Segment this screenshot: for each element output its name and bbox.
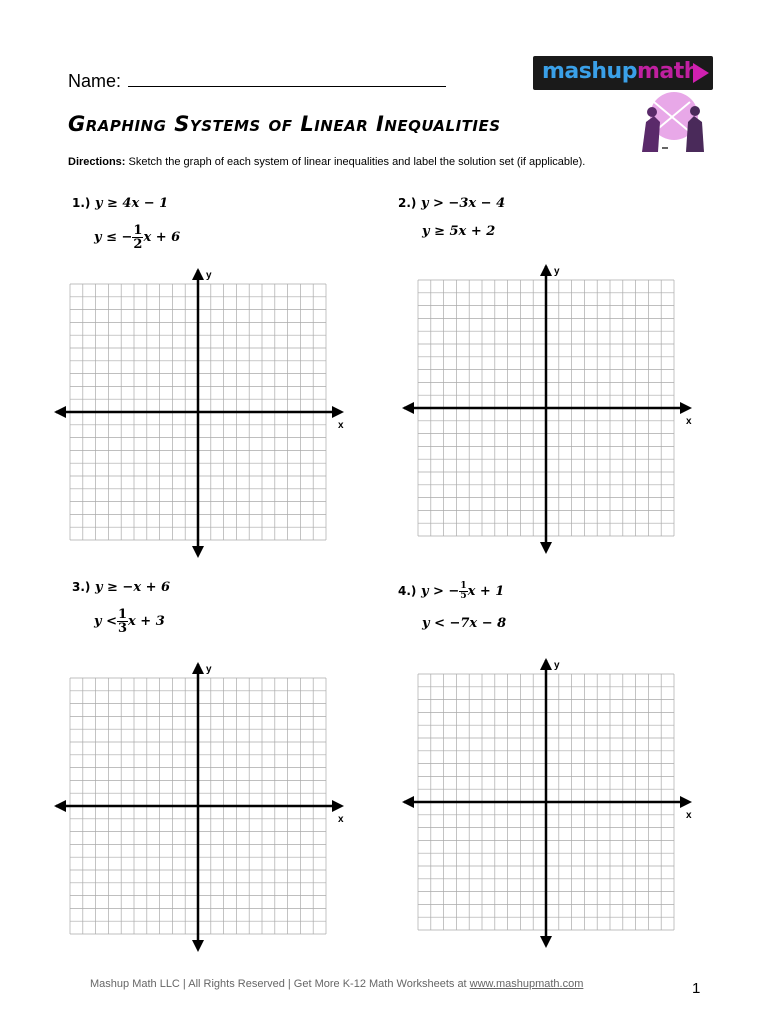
problem-2-eq2 [422,224,495,239]
coordinate-grid-4[interactable] [402,658,694,940]
directions-label: Directions: [68,156,126,168]
y-axis-label: y [554,660,560,671]
problem-1 [72,196,168,211]
frac-num: 1 [117,607,128,622]
coordinate-grid-3[interactable] [54,662,346,944]
y-axis-down-arrow-icon [192,546,204,558]
x-axis-label: x [686,416,692,427]
coordinate-grid-2[interactable] [402,264,694,546]
x-axis-right-arrow-icon [332,406,344,418]
frac-den: 3 [117,621,128,636]
problem-number: 2.) [398,196,417,210]
eq2-suffix: x + 6 [143,230,181,245]
y-axis-label: y [206,270,212,281]
y-axis-up-arrow-icon [540,264,552,276]
worksheet-title: Graphing Systems of Linear Inequalities [68,112,501,136]
equation-1: y ≥ −x + 6 [94,580,171,595]
x-axis-right-arrow-icon [332,800,344,812]
name-field[interactable] [68,70,446,92]
equation-1: y ≥ 4x − 1 [94,196,169,211]
x-axis-right-arrow-icon [680,796,692,808]
y-axis-up-arrow-icon [540,658,552,670]
play-icon [693,63,709,83]
x-axis-label: x [686,810,692,821]
frac-num: 1 [460,581,467,591]
y-axis-label: y [206,664,212,675]
coordinate-grid-1[interactable] [54,268,346,550]
problem-4-eq2 [422,616,506,631]
x-axis-left-arrow-icon [402,796,414,808]
page-number: 1 [692,980,701,997]
logo-text-2: math [636,59,699,84]
x-axis-left-arrow-icon [402,402,414,414]
problem-3-eq2 [94,608,165,635]
frac-num: 1 [133,223,143,238]
eq2-prefix: y ≤ − [94,230,133,245]
y-axis-down-arrow-icon [540,936,552,948]
y-axis-down-arrow-icon [192,940,204,952]
x-axis-label: x [338,814,344,825]
directions [68,156,585,168]
x-axis-left-arrow-icon [54,406,66,418]
name-label: Name: [68,71,127,91]
equation-1: y > −3x − 4 [420,196,506,211]
problem-number: 3.) [72,580,91,594]
y-axis-down-arrow-icon [540,542,552,554]
problem-2 [398,196,505,211]
directions-text: Sketch the graph of each system of linear inequalities and label the solution set (if applicable). [125,156,586,168]
y-axis-up-arrow-icon [192,268,204,280]
equation-2: y ≥ 5x + 2 [422,224,496,239]
footer [90,978,583,990]
footer-text: Mashup Math LLC | All Rights Reserved | Get More K-12 Math Worksheets at [90,978,470,990]
y-axis-label: y [554,266,560,277]
problem-1-eq2 [94,224,180,251]
name-blank[interactable] [128,70,446,87]
problem-3 [72,580,170,595]
problem-number: 1.) [72,196,91,210]
frac-den: 5 [460,591,467,601]
x-axis-label: x [338,420,344,431]
logo-text-1: mashup [542,59,637,84]
eq2-suffix: x + 3 [128,614,165,629]
x-axis-left-arrow-icon [54,800,66,812]
eq1-prefix: y > − [420,584,460,599]
problem-number: 4.) [398,584,417,598]
equation-2: y < −7x − 8 [422,616,507,631]
mashupmath-logo [533,56,713,90]
eq2-prefix: y < [94,614,117,629]
y-axis-up-arrow-icon [192,662,204,674]
mascot-illustration-icon [632,92,712,154]
x-axis-right-arrow-icon [680,402,692,414]
frac-den: 2 [133,237,143,252]
problem-4 [398,582,504,601]
footer-link[interactable]: www.mashupmath.com [469,978,584,990]
eq1-suffix: x + 1 [467,584,505,599]
